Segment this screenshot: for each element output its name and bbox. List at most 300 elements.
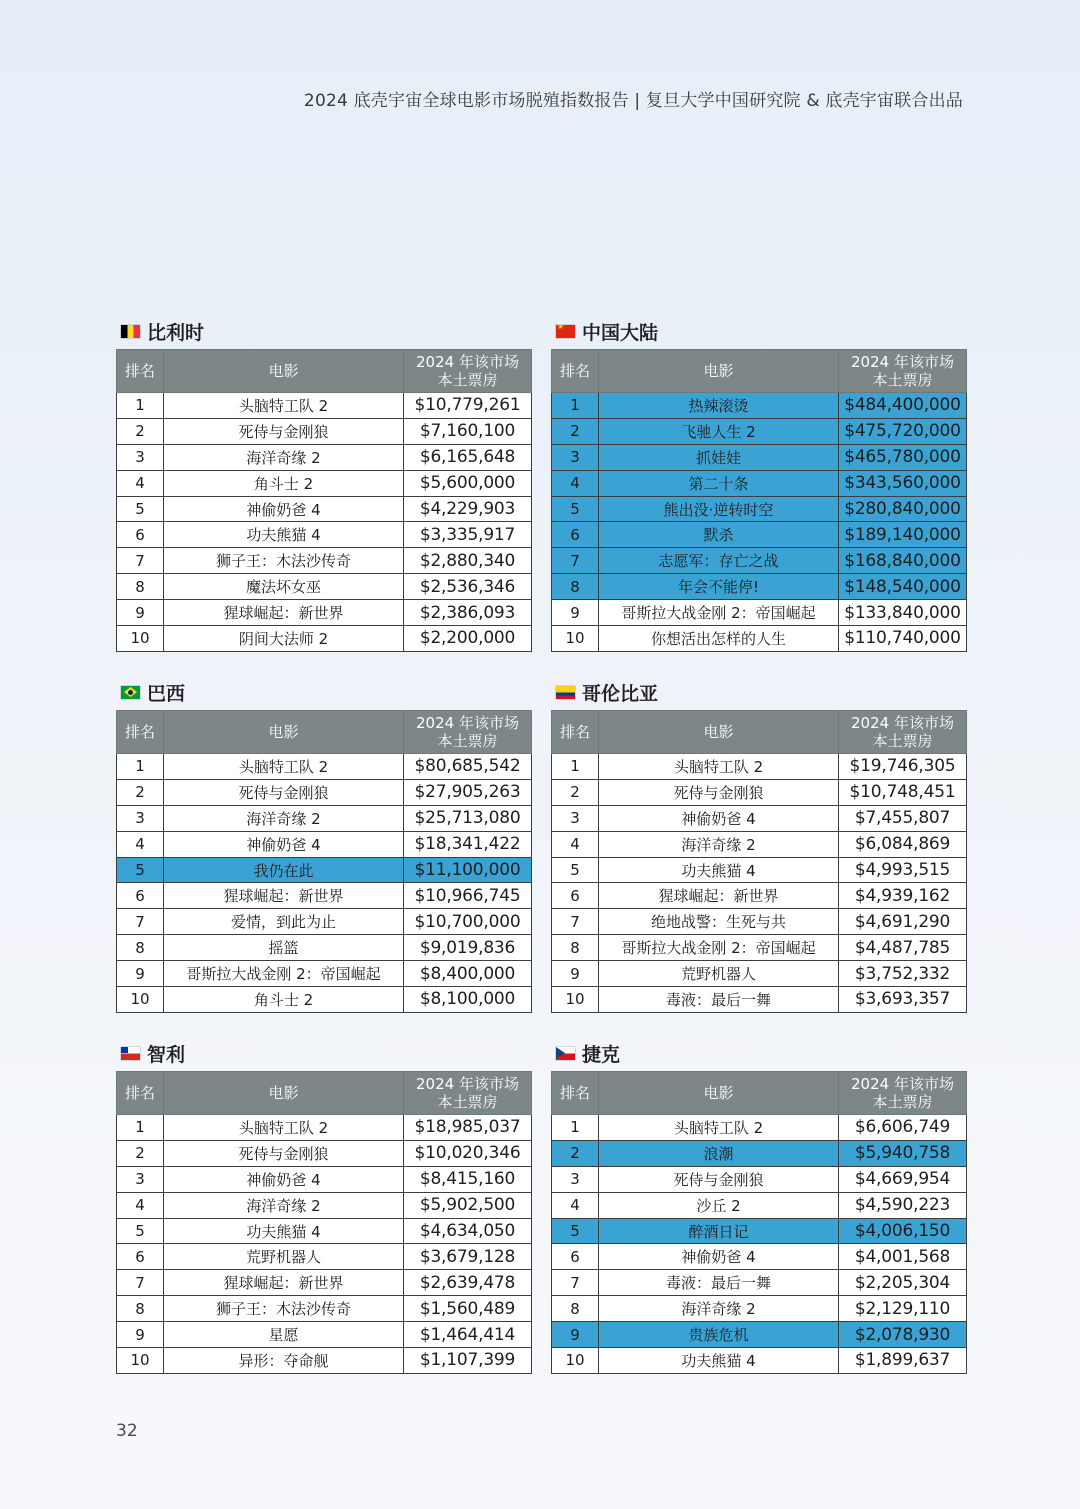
film-cell: 贵族危机 xyxy=(599,1322,839,1348)
rank-cell: 8 xyxy=(552,935,599,961)
table-block xyxy=(551,1038,966,1374)
table-row xyxy=(117,1192,532,1218)
box-office-cell: $5,600,000 xyxy=(404,470,532,496)
film-cell: 猩球崛起：新世界 xyxy=(164,883,404,909)
rank-cell: 9 xyxy=(117,1322,164,1348)
table-row xyxy=(552,522,967,548)
film-cell: 你想活出怎样的人生 xyxy=(599,626,839,652)
box-office-cell: $27,905,263 xyxy=(404,779,532,805)
rank-cell: 7 xyxy=(117,909,164,935)
table-row xyxy=(117,961,532,987)
rank-cell: 9 xyxy=(117,961,164,987)
film-cell: 魔法坏女巫 xyxy=(164,574,404,600)
box-office-cell: $7,455,807 xyxy=(839,805,967,831)
rank-cell: 6 xyxy=(552,522,599,548)
rank-header: 排名 xyxy=(552,350,599,393)
country-title xyxy=(551,316,966,346)
box-office-cell: $1,560,489 xyxy=(404,1296,532,1322)
rank-cell: 4 xyxy=(117,1192,164,1218)
rank-cell: 2 xyxy=(552,418,599,444)
rank-cell: 4 xyxy=(552,1192,599,1218)
film-cell: 神偷奶爸 4 xyxy=(164,831,404,857)
report-header: 2024 底壳宇宙全球电影市场脱殖指数报告 | 复旦大学中国研究院 & 底壳宇宙联合出品 xyxy=(303,91,963,111)
box-office-cell: $18,985,037 xyxy=(404,1115,532,1141)
film-cell: 沙丘 2 xyxy=(599,1192,839,1218)
country-name: 智利 xyxy=(147,1043,186,1066)
box-office-table xyxy=(116,349,532,652)
rank-cell: 4 xyxy=(552,831,599,857)
rank-cell: 10 xyxy=(117,1348,164,1374)
table-row xyxy=(552,1270,967,1296)
table-row xyxy=(117,1244,532,1270)
china-flag-icon xyxy=(556,325,575,338)
film-cell: 神偷奶爸 4 xyxy=(599,805,839,831)
film-cell: 海洋奇缘 2 xyxy=(599,1296,839,1322)
table-header-row xyxy=(117,1072,532,1115)
rank-cell: 10 xyxy=(552,1348,599,1374)
film-cell: 神偷奶爸 4 xyxy=(164,496,404,522)
film-cell: 头脑特工队 2 xyxy=(599,754,839,780)
table-row xyxy=(552,831,967,857)
rank-cell: 5 xyxy=(552,857,599,883)
box-office-header xyxy=(404,711,532,754)
table-row xyxy=(552,754,967,780)
box-office-cell: $2,536,346 xyxy=(404,574,532,600)
film-cell: 角斗士 2 xyxy=(164,987,404,1013)
film-cell: 功夫熊猫 4 xyxy=(164,1218,404,1244)
box-office-cell: $189,140,000 xyxy=(839,522,967,548)
film-cell: 神偷奶爸 4 xyxy=(599,1244,839,1270)
rank-cell: 5 xyxy=(552,1218,599,1244)
box-office-cell: $5,902,500 xyxy=(404,1192,532,1218)
table-row xyxy=(117,626,532,652)
film-cell: 猩球崛起：新世界 xyxy=(599,883,839,909)
rank-cell: 2 xyxy=(117,1140,164,1166)
film-cell: 功夫熊猫 4 xyxy=(164,522,404,548)
box-office-cell: $4,229,903 xyxy=(404,496,532,522)
rank-cell: 1 xyxy=(552,1115,599,1141)
rank-cell: 3 xyxy=(117,444,164,470)
box-office-cell: $8,400,000 xyxy=(404,961,532,987)
box-office-table xyxy=(551,349,967,652)
table-row xyxy=(552,987,967,1013)
film-cell: 浪潮 xyxy=(599,1140,839,1166)
film-cell: 头脑特工队 2 xyxy=(164,754,404,780)
table-row xyxy=(117,496,532,522)
film-cell: 默杀 xyxy=(599,522,839,548)
table-row xyxy=(552,548,967,574)
table-header-row xyxy=(117,711,532,754)
rank-header: 排名 xyxy=(552,711,599,754)
box-office-cell: $1,464,414 xyxy=(404,1322,532,1348)
rank-cell: 3 xyxy=(552,1166,599,1192)
table-row xyxy=(117,935,532,961)
box-office-cell: $4,691,290 xyxy=(839,909,967,935)
film-cell: 神偷奶爸 4 xyxy=(164,1166,404,1192)
box-office-header-line2: 本土票房 xyxy=(872,1093,933,1111)
box-office-header xyxy=(839,350,967,393)
rank-cell: 4 xyxy=(117,470,164,496)
box-office-cell: $3,335,917 xyxy=(404,522,532,548)
table-row xyxy=(552,1296,967,1322)
table-row xyxy=(117,805,532,831)
table-row xyxy=(552,444,967,470)
rank-cell: 7 xyxy=(117,548,164,574)
table-row xyxy=(117,393,532,419)
box-office-cell: $2,200,000 xyxy=(404,626,532,652)
film-cell: 阴间大法师 2 xyxy=(164,626,404,652)
rank-cell: 1 xyxy=(552,393,599,419)
rank-cell: 6 xyxy=(552,883,599,909)
box-office-cell: $6,606,749 xyxy=(839,1115,967,1141)
rank-cell: 2 xyxy=(117,779,164,805)
table-row xyxy=(117,600,532,626)
rank-cell: 7 xyxy=(552,1270,599,1296)
film-cell: 星愿 xyxy=(164,1322,404,1348)
rank-cell: 3 xyxy=(117,1166,164,1192)
rank-cell: 8 xyxy=(117,1296,164,1322)
box-office-cell: $2,205,304 xyxy=(839,1270,967,1296)
rank-cell: 7 xyxy=(117,1270,164,1296)
rank-cell: 10 xyxy=(552,626,599,652)
film-cell: 海洋奇缘 2 xyxy=(164,444,404,470)
rank-cell: 2 xyxy=(552,779,599,805)
table-row xyxy=(552,961,967,987)
table-row xyxy=(552,1166,967,1192)
rank-header: 排名 xyxy=(117,711,164,754)
box-office-cell: $2,386,093 xyxy=(404,600,532,626)
table-row xyxy=(117,548,532,574)
table-row xyxy=(117,444,532,470)
box-office-cell: $110,740,000 xyxy=(839,626,967,652)
rank-cell: 5 xyxy=(117,1218,164,1244)
table-row xyxy=(117,754,532,780)
rank-cell: 5 xyxy=(117,857,164,883)
box-office-header-line1: 2024 年该市场 xyxy=(416,714,519,732)
box-office-cell: $1,899,637 xyxy=(839,1348,967,1374)
table-header-row xyxy=(117,350,532,393)
rank-cell: 9 xyxy=(552,600,599,626)
box-office-header-line2: 本土票房 xyxy=(437,371,498,389)
rank-cell: 6 xyxy=(117,883,164,909)
film-cell: 猩球崛起：新世界 xyxy=(164,1270,404,1296)
rank-cell: 6 xyxy=(117,522,164,548)
table-row xyxy=(552,805,967,831)
box-office-cell: $4,487,785 xyxy=(839,935,967,961)
film-cell: 第二十条 xyxy=(599,470,839,496)
box-office-header-line1: 2024 年该市场 xyxy=(416,353,519,371)
film-header: 电影 xyxy=(164,1072,404,1115)
country-title xyxy=(551,677,966,707)
table-row xyxy=(552,1322,967,1348)
film-cell: 狮子王：木法沙传奇 xyxy=(164,548,404,574)
rank-cell: 9 xyxy=(552,1322,599,1348)
film-cell: 死侍与金刚狼 xyxy=(599,779,839,805)
film-header: 电影 xyxy=(164,350,404,393)
rank-cell: 1 xyxy=(117,393,164,419)
rank-cell: 4 xyxy=(117,831,164,857)
rank-cell: 4 xyxy=(552,470,599,496)
table-row xyxy=(117,909,532,935)
belgium-flag-icon xyxy=(121,325,140,338)
film-cell: 头脑特工队 2 xyxy=(599,1115,839,1141)
box-office-cell: $3,752,332 xyxy=(839,961,967,987)
table-block xyxy=(551,677,966,1013)
box-office-cell: $148,540,000 xyxy=(839,574,967,600)
rank-cell: 7 xyxy=(552,548,599,574)
box-office-cell: $19,746,305 xyxy=(839,754,967,780)
film-header: 电影 xyxy=(599,711,839,754)
box-office-cell: $8,415,160 xyxy=(404,1166,532,1192)
box-office-header xyxy=(839,1072,967,1115)
box-office-cell: $8,100,000 xyxy=(404,987,532,1013)
film-cell: 年会不能停! xyxy=(599,574,839,600)
table-row xyxy=(117,831,532,857)
rank-cell: 3 xyxy=(552,444,599,470)
box-office-cell: $2,129,110 xyxy=(839,1296,967,1322)
film-cell: 功夫熊猫 4 xyxy=(599,857,839,883)
rank-cell: 8 xyxy=(552,1296,599,1322)
table-header-row xyxy=(552,350,967,393)
country-name: 中国大陆 xyxy=(582,321,659,344)
country-name: 比利时 xyxy=(147,321,205,344)
rank-cell: 8 xyxy=(117,574,164,600)
table-row xyxy=(552,574,967,600)
film-cell: 猩球崛起：新世界 xyxy=(164,600,404,626)
rank-cell: 6 xyxy=(552,1244,599,1270)
film-header: 电影 xyxy=(599,350,839,393)
table-row xyxy=(552,1218,967,1244)
box-office-header-line2: 本土票房 xyxy=(437,732,498,750)
table-row xyxy=(552,393,967,419)
table-row xyxy=(117,987,532,1013)
rank-cell: 10 xyxy=(117,987,164,1013)
rank-header: 排名 xyxy=(117,350,164,393)
box-office-cell: $10,748,451 xyxy=(839,779,967,805)
box-office-header xyxy=(839,711,967,754)
box-office-cell: $475,720,000 xyxy=(839,418,967,444)
film-cell: 飞驰人生 2 xyxy=(599,418,839,444)
rank-cell: 6 xyxy=(117,1244,164,1270)
table-row xyxy=(552,1140,967,1166)
film-cell: 死侍与金刚狼 xyxy=(164,418,404,444)
film-cell: 绝地战警：生死与共 xyxy=(599,909,839,935)
film-cell: 毒液：最后一舞 xyxy=(599,987,839,1013)
film-cell: 哥斯拉大战金刚 2：帝国崛起 xyxy=(164,961,404,987)
film-cell: 头脑特工队 2 xyxy=(164,1115,404,1141)
box-office-cell: $2,078,930 xyxy=(839,1322,967,1348)
rank-cell: 1 xyxy=(117,1115,164,1141)
box-office-cell: $465,780,000 xyxy=(839,444,967,470)
box-office-header-line1: 2024 年该市场 xyxy=(851,714,954,732)
box-office-cell: $2,639,478 xyxy=(404,1270,532,1296)
table-row xyxy=(117,779,532,805)
table-row xyxy=(117,1218,532,1244)
table-row xyxy=(117,522,532,548)
page-number: 32 xyxy=(116,1421,138,1441)
table-row xyxy=(552,909,967,935)
table-row xyxy=(117,418,532,444)
rank-cell: 5 xyxy=(117,496,164,522)
box-office-cell: $10,779,261 xyxy=(404,393,532,419)
box-office-cell: $133,840,000 xyxy=(839,600,967,626)
table-row xyxy=(117,1322,532,1348)
box-office-cell: $484,400,000 xyxy=(839,393,967,419)
box-office-header-line1: 2024 年该市场 xyxy=(851,353,954,371)
rank-cell: 5 xyxy=(552,496,599,522)
box-office-cell: $280,840,000 xyxy=(839,496,967,522)
table-row xyxy=(552,779,967,805)
box-office-cell: $4,006,150 xyxy=(839,1218,967,1244)
box-office-cell: $80,685,542 xyxy=(404,754,532,780)
rank-cell: 7 xyxy=(552,909,599,935)
table-block xyxy=(116,1038,531,1374)
rank-header: 排名 xyxy=(117,1072,164,1115)
film-cell: 角斗士 2 xyxy=(164,470,404,496)
film-cell: 哥斯拉大战金刚 2：帝国崛起 xyxy=(599,935,839,961)
table-block xyxy=(551,316,966,652)
rank-cell: 1 xyxy=(117,754,164,780)
box-office-table xyxy=(116,1071,532,1374)
box-office-cell: $11,100,000 xyxy=(404,857,532,883)
rank-cell: 1 xyxy=(552,754,599,780)
film-cell: 醉酒日记 xyxy=(599,1218,839,1244)
colombia-flag-icon xyxy=(556,686,575,699)
table-row xyxy=(117,883,532,909)
table-row xyxy=(552,418,967,444)
box-office-header-line2: 本土票房 xyxy=(872,732,933,750)
box-office-cell: $4,669,954 xyxy=(839,1166,967,1192)
box-office-cell: $4,001,568 xyxy=(839,1244,967,1270)
film-cell: 死侍与金刚狼 xyxy=(164,1140,404,1166)
film-cell: 荒野机器人 xyxy=(599,961,839,987)
chile-flag-icon xyxy=(121,1047,140,1060)
box-office-cell: $1,107,399 xyxy=(404,1348,532,1374)
box-office-table xyxy=(551,1071,967,1374)
rank-cell: 9 xyxy=(552,961,599,987)
table-row xyxy=(552,935,967,961)
box-office-cell: $6,165,648 xyxy=(404,444,532,470)
table-row xyxy=(552,1192,967,1218)
table-row xyxy=(117,470,532,496)
film-cell: 异形：夺命舰 xyxy=(164,1348,404,1374)
box-office-header xyxy=(404,1072,532,1115)
box-office-cell: $3,693,357 xyxy=(839,987,967,1013)
table-row xyxy=(552,1244,967,1270)
box-office-cell: $25,713,080 xyxy=(404,805,532,831)
table-row xyxy=(552,883,967,909)
table-block xyxy=(116,677,531,1013)
film-cell: 海洋奇缘 2 xyxy=(164,1192,404,1218)
film-cell: 毒液：最后一舞 xyxy=(599,1270,839,1296)
table-row xyxy=(552,1115,967,1141)
box-office-header-line2: 本土票房 xyxy=(872,371,933,389)
film-cell: 海洋奇缘 2 xyxy=(599,831,839,857)
rank-cell: 10 xyxy=(117,626,164,652)
rank-cell: 8 xyxy=(117,935,164,961)
box-office-cell: $4,590,223 xyxy=(839,1192,967,1218)
rank-header: 排名 xyxy=(552,1072,599,1115)
box-office-cell: $4,634,050 xyxy=(404,1218,532,1244)
film-header: 电影 xyxy=(599,1072,839,1115)
film-cell: 荒野机器人 xyxy=(164,1244,404,1270)
table-row xyxy=(552,496,967,522)
film-cell: 死侍与金刚狼 xyxy=(599,1166,839,1192)
film-cell: 我仍在此 xyxy=(164,857,404,883)
rank-cell: 2 xyxy=(552,1140,599,1166)
brazil-flag-icon xyxy=(121,686,140,699)
film-cell: 狮子王：木法沙传奇 xyxy=(164,1296,404,1322)
table-row xyxy=(552,600,967,626)
country-title xyxy=(116,1038,531,1068)
film-cell: 哥斯拉大战金刚 2：帝国崛起 xyxy=(599,600,839,626)
table-row xyxy=(552,857,967,883)
film-cell: 抓娃娃 xyxy=(599,444,839,470)
table-row xyxy=(117,857,532,883)
film-cell: 志愿军：存亡之战 xyxy=(599,548,839,574)
country-title xyxy=(116,677,531,707)
table-row xyxy=(117,1166,532,1192)
film-cell: 头脑特工队 2 xyxy=(164,393,404,419)
table-block xyxy=(116,316,531,652)
box-office-cell: $10,020,346 xyxy=(404,1140,532,1166)
box-office-header-line2: 本土票房 xyxy=(437,1093,498,1111)
country-title xyxy=(551,1038,966,1068)
country-name: 捷克 xyxy=(582,1043,621,1066)
box-office-cell: $10,966,745 xyxy=(404,883,532,909)
box-office-cell: $6,084,869 xyxy=(839,831,967,857)
film-cell: 海洋奇缘 2 xyxy=(164,805,404,831)
rank-cell: 3 xyxy=(552,805,599,831)
box-office-cell: $168,840,000 xyxy=(839,548,967,574)
table-row xyxy=(552,470,967,496)
box-office-cell: $4,939,162 xyxy=(839,883,967,909)
country-name: 巴西 xyxy=(147,682,186,705)
box-office-table xyxy=(116,710,532,1013)
table-header-row xyxy=(552,1072,967,1115)
table-row xyxy=(117,1270,532,1296)
table-row xyxy=(117,1140,532,1166)
box-office-cell: $2,880,340 xyxy=(404,548,532,574)
rank-cell: 9 xyxy=(117,600,164,626)
table-row xyxy=(117,574,532,600)
box-office-cell: $9,019,836 xyxy=(404,935,532,961)
table-row xyxy=(117,1296,532,1322)
box-office-cell: $7,160,100 xyxy=(404,418,532,444)
film-cell: 热辣滚烫 xyxy=(599,393,839,419)
box-office-cell: $5,940,758 xyxy=(839,1140,967,1166)
box-office-header-line1: 2024 年该市场 xyxy=(851,1075,954,1093)
table-row xyxy=(117,1348,532,1374)
film-cell: 熊出没·逆转时空 xyxy=(599,496,839,522)
box-office-cell: $343,560,000 xyxy=(839,470,967,496)
box-office-cell: $18,341,422 xyxy=(404,831,532,857)
table-row xyxy=(552,626,967,652)
box-office-cell: $4,993,515 xyxy=(839,857,967,883)
table-row xyxy=(552,1348,967,1374)
rank-cell: 2 xyxy=(117,418,164,444)
table-row xyxy=(117,1115,532,1141)
film-cell: 死侍与金刚狼 xyxy=(164,779,404,805)
film-cell: 摇篮 xyxy=(164,935,404,961)
table-header-row xyxy=(552,711,967,754)
rank-cell: 8 xyxy=(552,574,599,600)
country-name: 哥伦比亚 xyxy=(582,682,659,705)
czech-flag-icon xyxy=(556,1047,575,1060)
rank-cell: 10 xyxy=(552,987,599,1013)
film-cell: 爱情，到此为止 xyxy=(164,909,404,935)
rank-cell: 3 xyxy=(117,805,164,831)
